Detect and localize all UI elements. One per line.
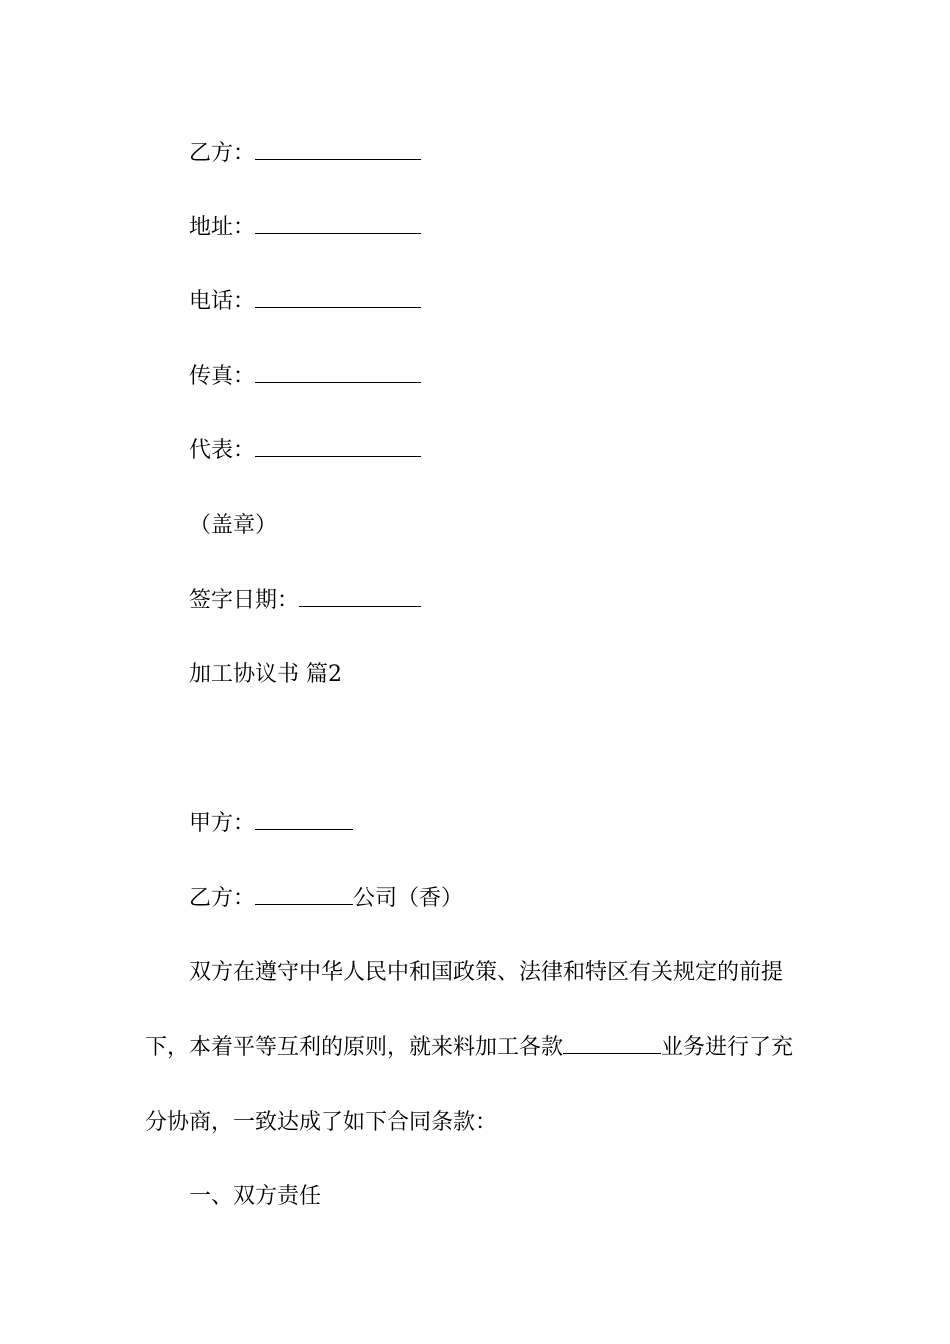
clause1-title: [189, 1184, 321, 1210]
party-b-label: 乙方：: [189, 141, 256, 166]
party-b-company-suffix: 公司（香）: [353, 886, 464, 911]
para1-line2-a: 下，本着平等互利的原则，就来料加工各款: [145, 1035, 564, 1060]
party-b-row: [189, 141, 421, 167]
representative-row: [189, 438, 421, 464]
party-a-label: 甲方：: [189, 811, 256, 836]
party-b-company-row: [189, 886, 463, 912]
section-title: [189, 662, 342, 688]
party-a-blank: [255, 811, 353, 830]
fax-label: 传真：: [189, 364, 256, 389]
para1-line2: [145, 1035, 793, 1061]
para1-line2-blank: [563, 1035, 661, 1054]
party-b-company-label: 乙方：: [189, 886, 256, 911]
phone-row: [189, 289, 421, 315]
phone-blank: [255, 289, 421, 308]
party-b-company-blank: [255, 886, 353, 905]
representative-blank: [255, 438, 421, 457]
fax-blank: [255, 364, 421, 383]
address-blank: [255, 215, 421, 234]
para1-line2-b: 业务进行了充: [661, 1035, 794, 1060]
para1-line3-text: 分协商，一致达成了如下合同条款：: [145, 1110, 498, 1135]
party-b-blank: [255, 141, 421, 160]
phone-label: 电话：: [189, 289, 256, 314]
para1-line1: [189, 960, 783, 986]
seal-label: （盖章）: [189, 513, 278, 538]
party-a-row: [189, 811, 353, 837]
fax-row: [189, 364, 421, 390]
section-title-text: 加工协议书 篇2: [189, 662, 342, 687]
para1-line1-text: 双方在遵守中华人民中和国政策、法律和特区有关规定的前提: [189, 960, 784, 985]
sign-date-label: 签字日期：: [189, 588, 300, 613]
sign-date-row: [189, 588, 421, 614]
seal-row: [189, 513, 277, 539]
address-label: 地址：: [189, 215, 256, 240]
representative-label: 代表：: [189, 438, 256, 463]
para1-line3: [145, 1110, 497, 1136]
clause1-title-text: 一、双方责任: [189, 1184, 322, 1209]
sign-date-blank: [299, 588, 421, 607]
address-row: [189, 215, 421, 241]
